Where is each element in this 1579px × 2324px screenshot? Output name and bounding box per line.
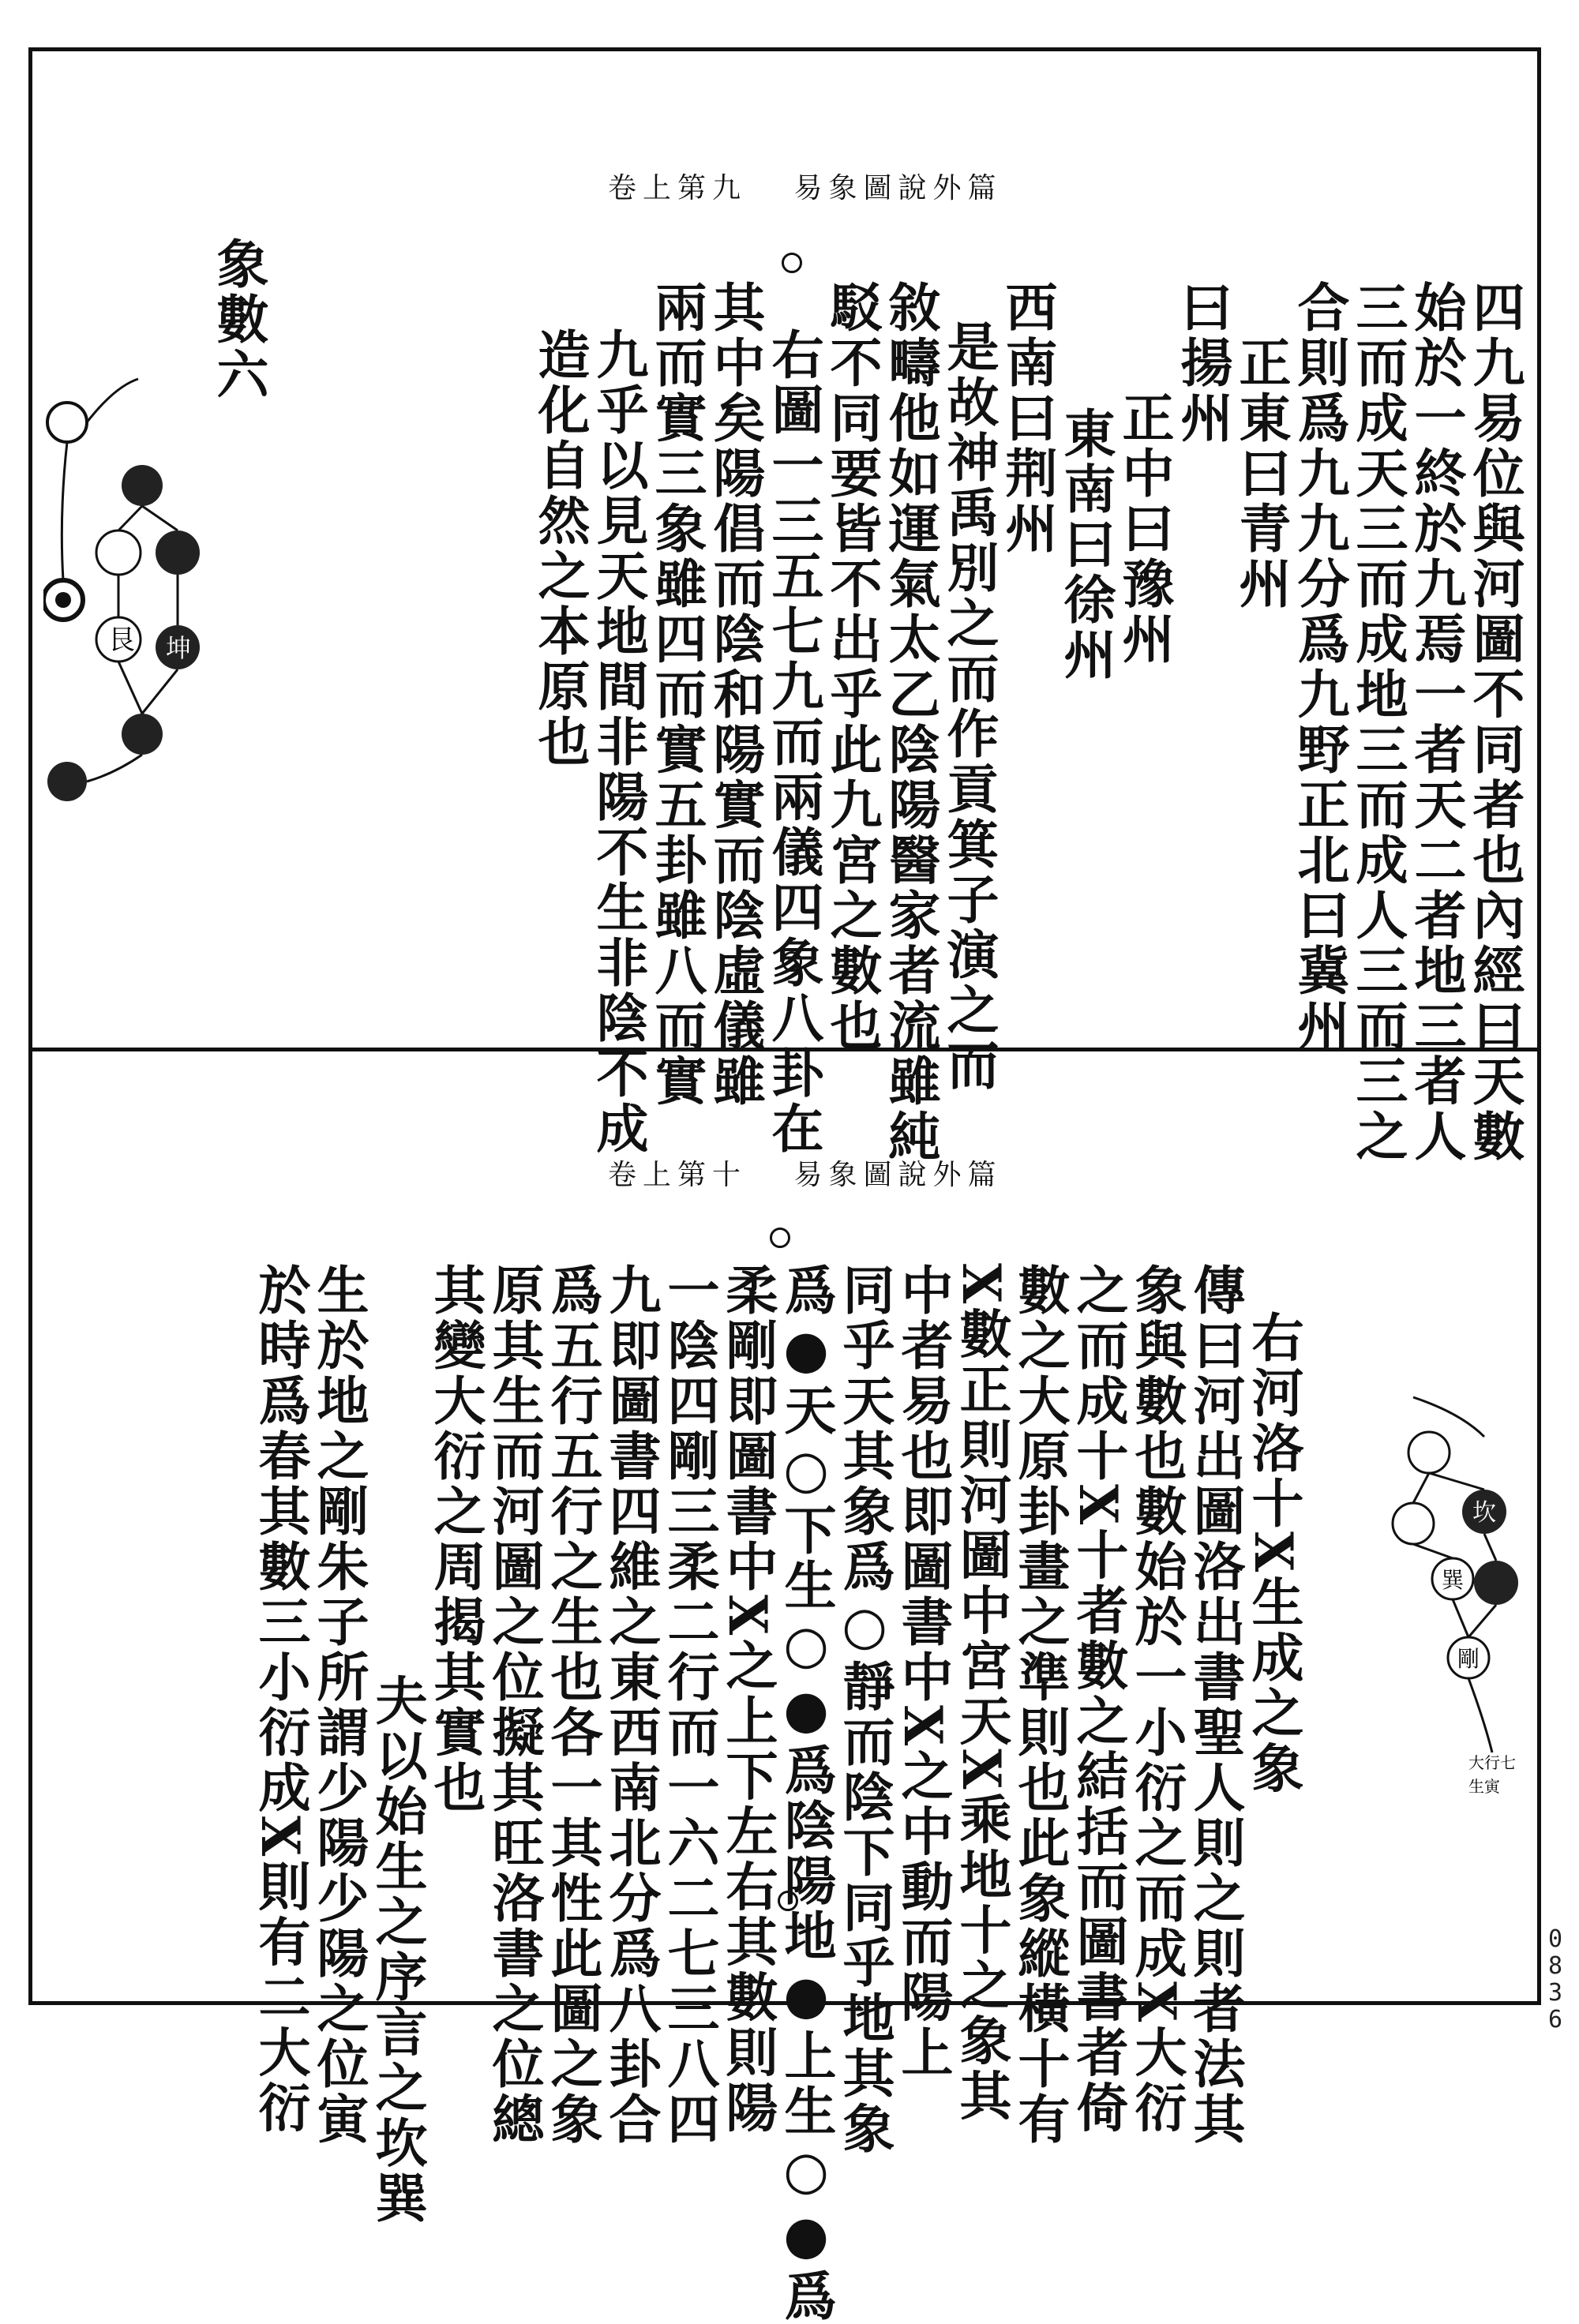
diagram-node — [96, 530, 141, 575]
top-col-2: 始於一終於九焉一者天二者地三者人 — [1405, 280, 1467, 1164]
top-section-title: 象數六 — [208, 237, 269, 403]
top-col-1: 四九易位與河圖不同者也內經曰天數 — [1464, 280, 1525, 1164]
diagram-node — [1474, 1561, 1518, 1605]
top-text-columns — [339, 280, 1524, 1164]
bottom-col-10: 柔剛即圖書中X之上下左右其數則陽 — [717, 1263, 778, 2136]
top-col-15: 兩而實三象雖四而實五卦雖八而實 — [646, 280, 707, 1109]
diagram-node — [156, 530, 200, 575]
bottom-col-5: 數之大原卦畫之準則也此象縱橫十有 — [1009, 1263, 1071, 2147]
top-col-10: 是故神禹別之而作貢箕子演之而 — [938, 320, 1000, 1093]
top-col-9: 西南曰荆州 — [996, 280, 1058, 557]
diagram-node — [122, 465, 163, 506]
bottom-col-4: 之而成十X十者數之結括而圖書者倚 — [1067, 1263, 1129, 2136]
bottom-trigram-diagram — [1366, 1310, 1524, 1816]
top-trigram-diagram — [43, 316, 201, 916]
bottom-col-14: 原其生而河圖之位擬其旺洛書之位總 — [483, 1263, 545, 2147]
diagram-node — [47, 762, 87, 801]
bottom-col-6: X數正則河圖中宮天X乘地十之象其 — [951, 1263, 1012, 2124]
top-col-13: 右圖一三五七九而兩儀四象八卦在 — [763, 328, 824, 1156]
top-volume: 卷上第九 — [608, 172, 748, 204]
top-col-8: 東南曰徐州 — [1055, 407, 1116, 683]
bottom-col-17: 生於地之剛朱子所謂少陽少陽之位寅 — [308, 1263, 369, 2147]
bottom-col-11: 一陰四剛三柔二行而一六二七三八四 — [658, 1263, 720, 2147]
page-number: 0 8 3 6 — [1547, 1925, 1563, 2034]
top-book-title: 易象圖說外篇 — [793, 172, 1003, 204]
top-circle-mark — [782, 253, 802, 273]
bottom-col-7: 中者易也即圖書中X之中動而陽上 — [892, 1263, 954, 2081]
top-col-16: 九乎以見天地間非陽不生非陰不成 — [587, 328, 649, 1156]
diagram-circle — [47, 403, 87, 442]
top-col-14: 其中矣陽倡而陰和陽實而陰虛儀雖 — [704, 280, 766, 1109]
bottom-col-15: 其變大衍之周揭其實也 — [425, 1263, 486, 1816]
label-gang: 剛 — [1457, 1646, 1480, 1672]
bottom-volume: 卷上第十 — [608, 1159, 748, 1191]
bottom-col-16: 夫以始生之序言之坎巽 — [366, 1674, 428, 2226]
bottom-page-header — [608, 1153, 1002, 1193]
bottom-col-8: 同乎天其象爲○靜而陰下同乎地其象 — [834, 1263, 895, 2157]
label-gen: 艮 — [108, 624, 135, 656]
bottom-col-18: 於時爲春其數三小衍成X則有二大衍 — [249, 1263, 311, 2136]
label-kan: 坎 — [1472, 1499, 1496, 1527]
bottom-col-12: 九即圖書四維之東西南北分爲八卦合 — [600, 1263, 662, 2147]
label-xun: 巽 — [1442, 1567, 1465, 1593]
top-page-header — [608, 166, 1002, 206]
label-daxing: 大行七 — [1468, 1753, 1516, 1772]
bottom-col-3: 象與數也數始於一小衍之而成X大衍 — [1126, 1263, 1187, 2136]
diagram-node — [1393, 1503, 1434, 1544]
bottom-col-2: 傳曰河出圖洛出書聖人則之則者法其 — [1184, 1263, 1246, 2147]
top-col-7: 正中曰豫州 — [1113, 391, 1175, 667]
top-col-12: 駁不同要皆不出乎此九宮之數也 — [821, 280, 883, 1054]
bottom-book-title: 易象圖說外篇 — [793, 1159, 1003, 1191]
diagram-node — [122, 714, 163, 755]
bottom-text-columns — [71, 1263, 1303, 2324]
top-col-11: 敘疇他如運氣太乙陰陽醫家者流雖純 — [880, 280, 941, 1164]
label-kun: 坤 — [166, 633, 192, 663]
top-col-4: 合則爲九九分爲九野正北曰冀州 — [1288, 280, 1350, 1054]
bottom-col-1: 右河洛十X生成之象 — [1243, 1310, 1304, 1797]
top-col-17: 造化自然之本原也 — [529, 328, 591, 770]
top-col-3: 三而成天三而成地三而成人三而三之 — [1347, 280, 1408, 1164]
top-col-5: 正東曰青州 — [1230, 335, 1292, 612]
top-col-6: 曰揚州 — [1172, 280, 1233, 446]
bottom-circle-mark — [770, 1228, 790, 1248]
label-shengyin: 生寅 — [1468, 1777, 1500, 1796]
bottom-col-9: 爲●天○下生○●爲陰陽地●上生○●爲 — [775, 1263, 837, 2324]
bottom-col-13: 爲五行五行之生也各一其性此圖之象 — [542, 1263, 603, 2147]
diagram-node — [1408, 1432, 1450, 1473]
